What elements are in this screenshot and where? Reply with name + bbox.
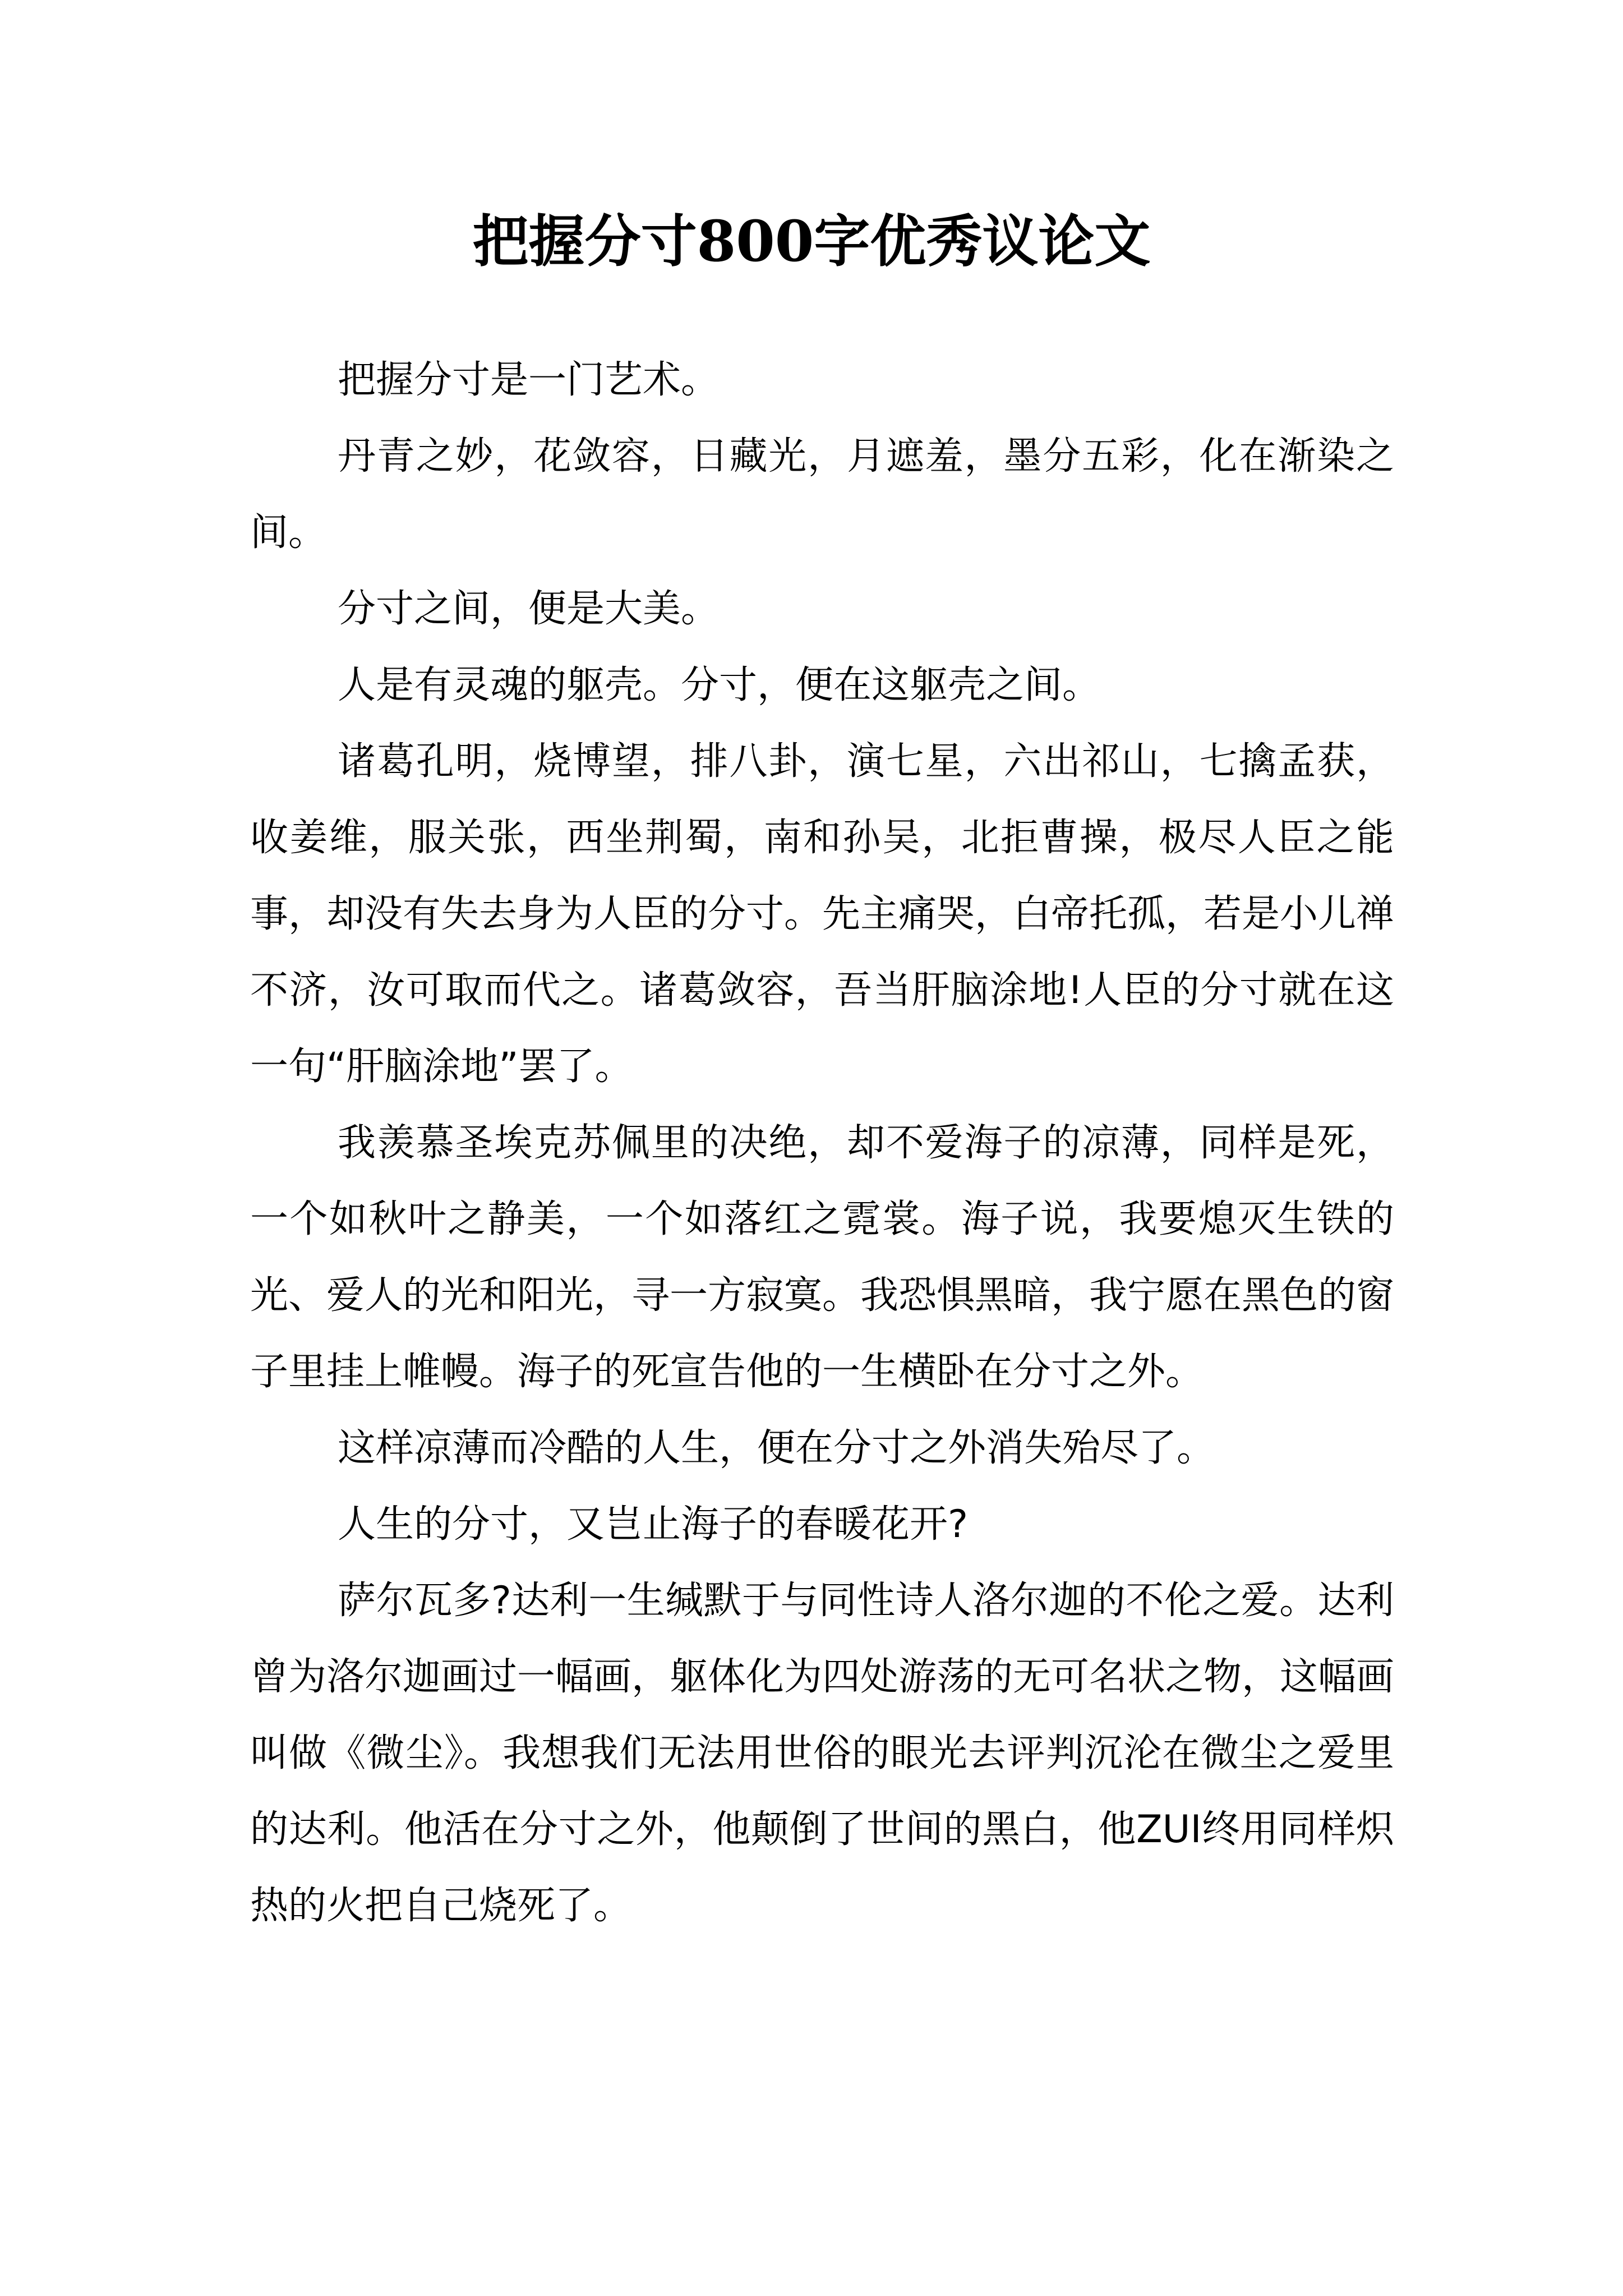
paragraph: 这样凉薄而冷酷的人生，便在分寸之外消失殆尽了。 xyxy=(338,1426,1215,1470)
document-title: 把握分寸800字优秀议论文 xyxy=(472,208,1151,274)
paragraph: 人生的分寸，又岂止海子的春暖花开? xyxy=(338,1502,969,1547)
paragraph: 萨尔瓦多?达利一生缄默于与同性诗人洛尔迦的不伦之爱。达利曾为洛尔迦画过一幅画，躯体化为四处游荡的无可名状之物，这幅画叫做《微尘》。我想我们无法用世俗的眼光去评判沉沦在微尘之爱里的达利。他活在分寸之外，他颠倒了世间的黑白，他ZUI终用同样炽热的火把自己烧死了。 xyxy=(250,1579,1395,1928)
paragraph: 把握分寸是一门艺术。 xyxy=(338,358,720,402)
paragraph: 分寸之间，便是大美。 xyxy=(338,587,720,631)
paragraph: 人是有灵魂的躯壳。分寸，便在这躯壳之间。 xyxy=(338,663,1101,707)
paragraph: 诸葛孔明，烧博望，排八卦，演七星，六出祁山，七擒孟获，收姜维，服关张，西坐荆蜀，南和孙吴，北拒曹操，极尽人臣之能事，却没有失去身为人臣的分寸。先主痛哭，白帝托孤，若是小儿禅不济，汝可取而代之。诸葛敛容，吾当肝脑涂地!人臣的分寸就在这一句“肝脑涂地”罢了。 xyxy=(250,739,1395,1089)
paragraph: 丹青之妙，花敛容，日藏光，月遮羞，墨分五彩，化在渐染之间。 xyxy=(250,434,1394,555)
paragraph: 我羡慕圣埃克苏佩里的决绝，却不爱海子的凉薄，同样是死，一个如秋叶之静美，一个如落红之霓裳。海子说，我要熄灭生铁的光、爱人的光和阳光，寻一方寂寞。我恐惧黑暗，我宁愿在黑色的窗子里挂上帷幔。海子的死宣告他的一生横卧在分寸之外。 xyxy=(250,1121,1395,1394)
document-body xyxy=(250,342,1394,1944)
